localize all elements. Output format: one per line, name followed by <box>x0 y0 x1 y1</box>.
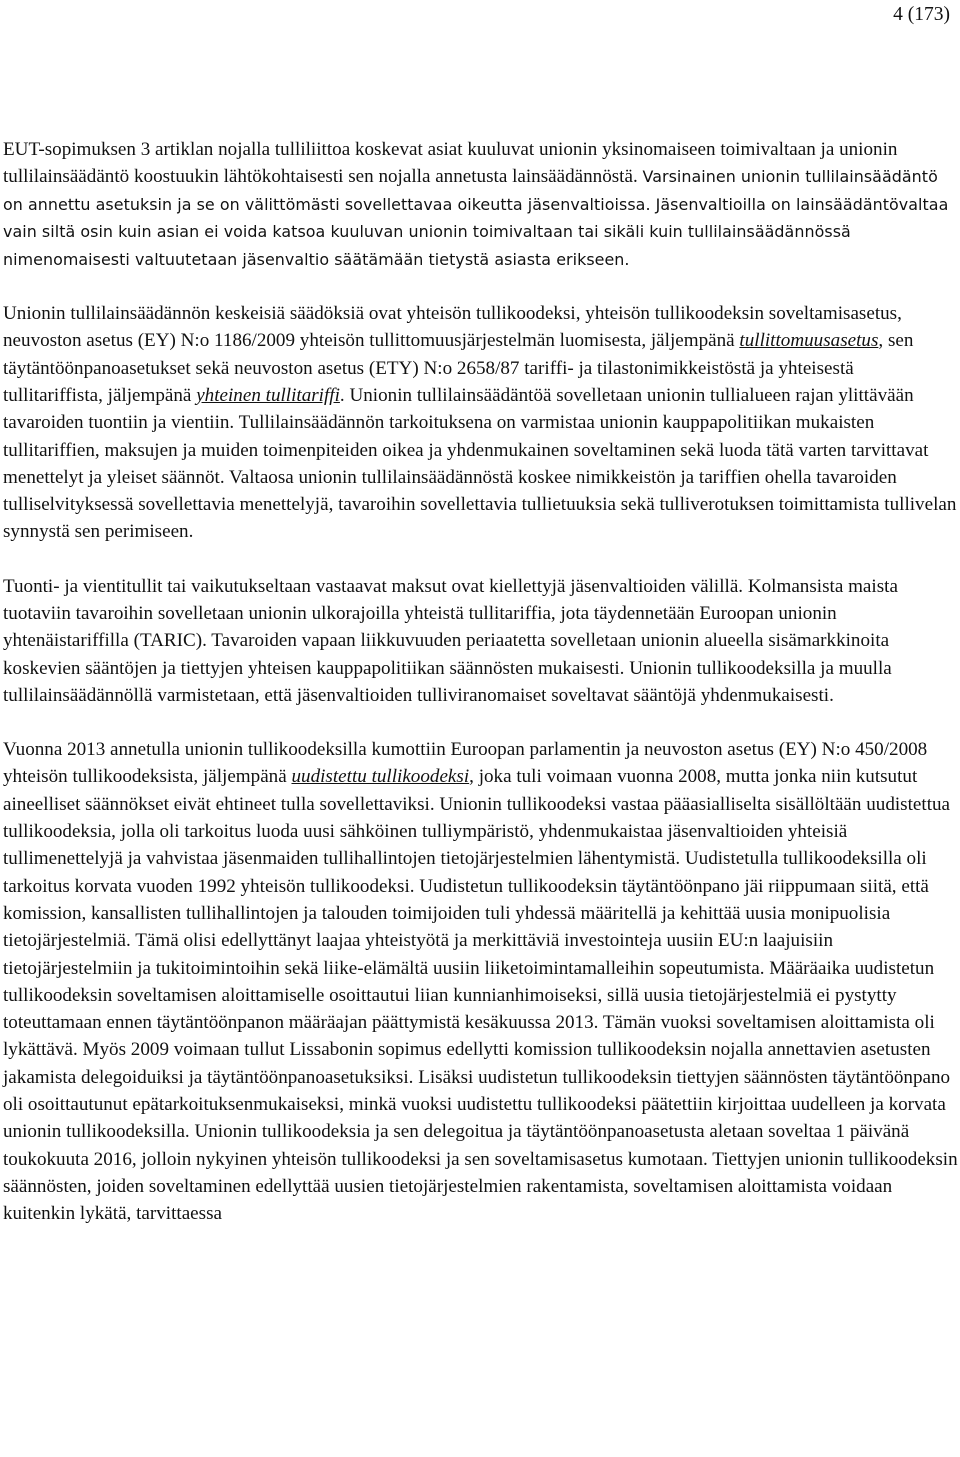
paragraph-text: Unionin tullilainsäädännön keskeisiä säädöksiä ovat yhteisön tullikoodeksi, yhteisön tullikoodeksin soveltamisasetus, neuvoston asetus (EY) N:o 1186/2009 yhteisön tullittomuusjärjestelmän luomisesta, jäljempänä <box>3 303 902 352</box>
paragraph-text: EUT-sopimuksen 3 artiklan nojalla tulliliittoa koskevat asiat kuuluvat unionin yksinomaiseen toimivaltaan ja unionin tullilainsäädäntö koostuukin lähtökohtaisesti sen nojalla annetusta lainsäädännöstä. <box>3 139 898 188</box>
defined-term: uudistettu tullikoodeksi <box>291 766 470 788</box>
paragraph-text: , sen täytäntöönpanoasetukset sekä neuvoston asetus (ETY) N:o 2658/87 tariffi- ja tilastonimikkeistöstä ja yhteisestä tullitariffista, jäljempänä <box>3 330 914 406</box>
paragraph-text: . Unionin tullilainsäädäntöä sovelletaan unionin tullialueen rajan ylittävään tavaroiden tuontiin ja vientiin. Tullilainsäädännön tarkoituksena on varmistaa unionin kauppapolitiikan mukaisten tullitariffien, maksujen ja muiden toimenpiteiden oikea ja yhdenmukainen soveltaminen sekä luoda tätä varten tarvittavat menettelyt ja yleiset säännöt. Valtaosa unionin tullilainsäädännöstä koskee nimikkeistön ja tariffien ohella tavaroiden tulliselvityksessä sovellettavia menettelyjä, tavaroihin sovellettavia tullietuuksia sekä tulliverotuksen toimittamista tullivelan synnystä sen perimiseen. <box>3 384 957 543</box>
page-number: 4 (173) <box>893 4 950 25</box>
paragraph-text: Tuonti- ja vientitullit tai vaikutukseltaan vastaavat maksut ovat kiellettyjä jäsenvaltioiden välillä. Kolmansista maista tuotaviin tavaroihin sovelletaan unionin ulkorajoilla yhteistä tullitariffia, jota täydennetään Euroopan unionin yhtenäistariffilla (TARIC). Tavaroiden vapaan liikkuvuuden periaatetta sovelletaan unionin alueella sisämarkkinoita koskevien sääntöjen ja tiettyjen yhteisen kauppapolitiikan säännösten mukaisesti. Unionin tullikoodeksilla ja muulla tullilainsäädännöllä varmistetaan, että jäsenvaltioiden tulliviranomaiset soveltavat sääntöjä yhdenmukaisesti. <box>3 575 898 706</box>
paragraph-text: , joka tuli voimaan vuonna 2008, mutta jonka niin kutsutut aineelliset säännökset eivät ehtineet tulla sovellettaviksi. Unionin tullikoodeksi vastaa pääasialliselta sisällöltään uudistettua tullikoodeksia, jolla oli tarkoitus luoda uusi sähköinen tulliympäristö, yhdenmukaistaa jäsenvaltioiden yhteisiä tullimenettelyjä ja vahvistaa jäsenmaiden tullihallintojen tietojärjestelmien lähentymistä. Uudistetulla tullikoodeksilla oli tarkoitus korvata vuoden 1992 yhteisön tullikoodeksi. Uudistetun tullikoodeksin täytäntöönpano jäi riippumaan siitä, että komission, kansallisten tullihallintojen ja talouden toimijoiden tuli yhdessä määritellä ja kehittää uusia monipuolisia tietojärjestelmiä. Tämä olisi edellyttänyt laajaa yhteistyötä ja merkittäviä investointeja uusiin EU:n laajuisiin tietojärjestelmiin ja tukitoimintoihin sekä liike-elämältä uusiin liiketoimintamalleihin sopeutumista. Määräaika uudistetun tullikoodeksin soveltamisen aloittamiselle osoittautui liian kunnianhimoiseksi, sillä uusia tietojärjestelmiä ei pystytty toteuttamaan ennen täytäntöönpanon määräajan päättymistä kesäkuussa 2013. Tämän vuoksi soveltamisen aloittamista oli lykättävä. Myös 2009 voimaan tullut Lissabonin sopimus edellytti komission tullikoodeksin nojalla annettavien asetusten jakamista delegoiduiksi ja täytäntöönpanoasetuksiksi. Lisäksi uudistetun tullikoodeksin tiettyjen säännösten täytäntöönpano oli osoittautunut epätarkoituksenmukaiseksi, minkä vuoksi uudistettu tullikoodeksi päätettiin kirjoittaa uudelleen ja korvata unionin tullikoodeksilla. Unionin tullikoodeksia ja sen delegoitua ja täytäntöönpanoasetusta aletaan soveltaa 1 päivänä toukokuuta 2016, jolloin nykyinen yhteisön tullikoodeksi ja sen soveltamisasetus kumotaan. Tiettyjen unionin tullikoodeksin säännösten, joiden soveltaminen edellyttää uusien tietojärjestelmien rakentamista, soveltamisen aloittamista voidaan kuitenkin lykätä, tarvittaessa <box>3 766 958 1225</box>
paragraph-customs-union-competence <box>3 136 958 273</box>
paragraph-union-customs-code <box>3 736 958 1227</box>
defined-term: yhteinen tullitariffi <box>196 384 340 406</box>
paragraph-text: Varsinainen unionin tullilainsäädäntö on annettu asetuksin ja se on välittömästi sovellettavaa oikeutta jäsenvaltioissa. Jäsenvaltioilla on lainsäädäntövaltaa vain siltä osin kuin asian ei voida katsoa kuuluvan unionin toimivaltaan tai sikäli kuin tullilainsäädännössä nimenomaisesti valtuutetaan jäsenvaltio säätämään tietystä asiasta erikseen. <box>3 167 949 269</box>
defined-term: tullittomuusasetus <box>739 330 879 352</box>
paragraph-key-legislation <box>3 300 958 546</box>
document-body <box>3 136 958 1255</box>
paragraph-text: Vuonna 2013 annetulla unionin tullikoodeksilla kumottiin Euroopan parlamentin ja neuvoston asetus (EY) N:o 450/2008 yhteisön tullikoodeksista, jäljempänä <box>3 739 928 788</box>
paragraph-tariffs <box>3 573 958 709</box>
